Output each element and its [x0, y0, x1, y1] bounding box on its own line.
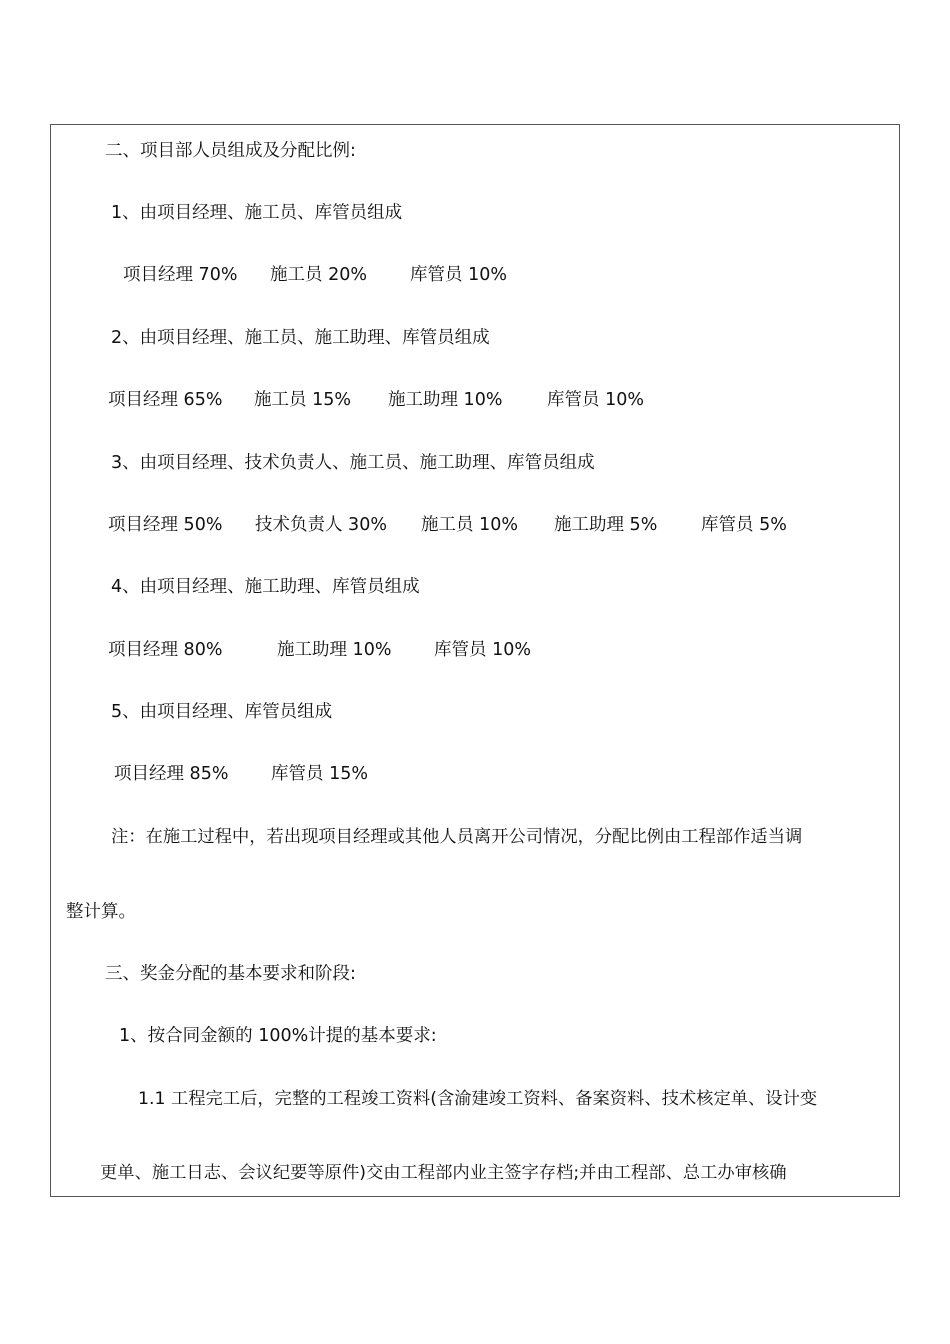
option4-shares: [0, 638, 950, 662]
section3-item1-1-line2: 更单、施工日志、会议纪要等原件)交由工程部内业主签字存档;并由工程部、总工办审核确: [100, 1163, 787, 1183]
share-item: 施工员 15%: [254, 390, 351, 410]
note-line-1: 注：在施工过程中，若出现项目经理或其他人员离开公司情况，分配比例由工程部作适当调: [111, 827, 803, 847]
option5-shares: [0, 762, 950, 786]
option3-title: 3、由项目经理、技术负责人、施工员、施工助理、库管员组成: [111, 453, 595, 473]
share-item: 项目经理 65%: [108, 390, 223, 410]
option4-title: 4、由项目经理、施工助理、库管员组成: [111, 577, 420, 597]
share-item: 库管员 5%: [701, 515, 787, 535]
share-item: 项目经理 70%: [123, 265, 238, 285]
option5-title: 5、由项目经理、库管员组成: [111, 702, 333, 722]
option1-title: 1、由项目经理、施工员、库管员组成: [111, 203, 403, 223]
option2-shares: [0, 388, 950, 412]
share-item: 库管员 15%: [271, 764, 368, 784]
share-item: 项目经理 50%: [108, 515, 223, 535]
section3-item1: 1、按合同金额的 100%计提的基本要求:: [119, 1026, 437, 1046]
share-item: 库管员 10%: [410, 265, 507, 285]
share-item: 施工助理 5%: [554, 515, 658, 535]
option2-title: 2、由项目经理、施工员、施工助理、库管员组成: [111, 328, 490, 348]
section2-heading: 二、项目部人员组成及分配比例:: [105, 141, 356, 161]
share-item: 库管员 10%: [434, 640, 531, 660]
share-item: 技术负责人 30%: [255, 515, 387, 535]
note-line-2: 整计算。: [66, 902, 136, 922]
share-item: 库管员 10%: [547, 390, 644, 410]
share-item: 施工员 20%: [270, 265, 367, 285]
share-item: 施工员 10%: [421, 515, 518, 535]
section3-item1-1-line1: 1.1 工程完工后，完整的工程竣工资料(含渝建竣工资料、备案资料、技术核定单、设计变: [138, 1089, 818, 1109]
section3-heading: 三、奖金分配的基本要求和阶段:: [105, 964, 356, 984]
share-item: 施工助理 10%: [277, 640, 392, 660]
option3-shares: [0, 513, 950, 537]
share-item: 项目经理 80%: [108, 640, 223, 660]
share-item: 施工助理 10%: [388, 390, 503, 410]
option1-shares: [0, 263, 950, 287]
share-item: 项目经理 85%: [114, 764, 229, 784]
